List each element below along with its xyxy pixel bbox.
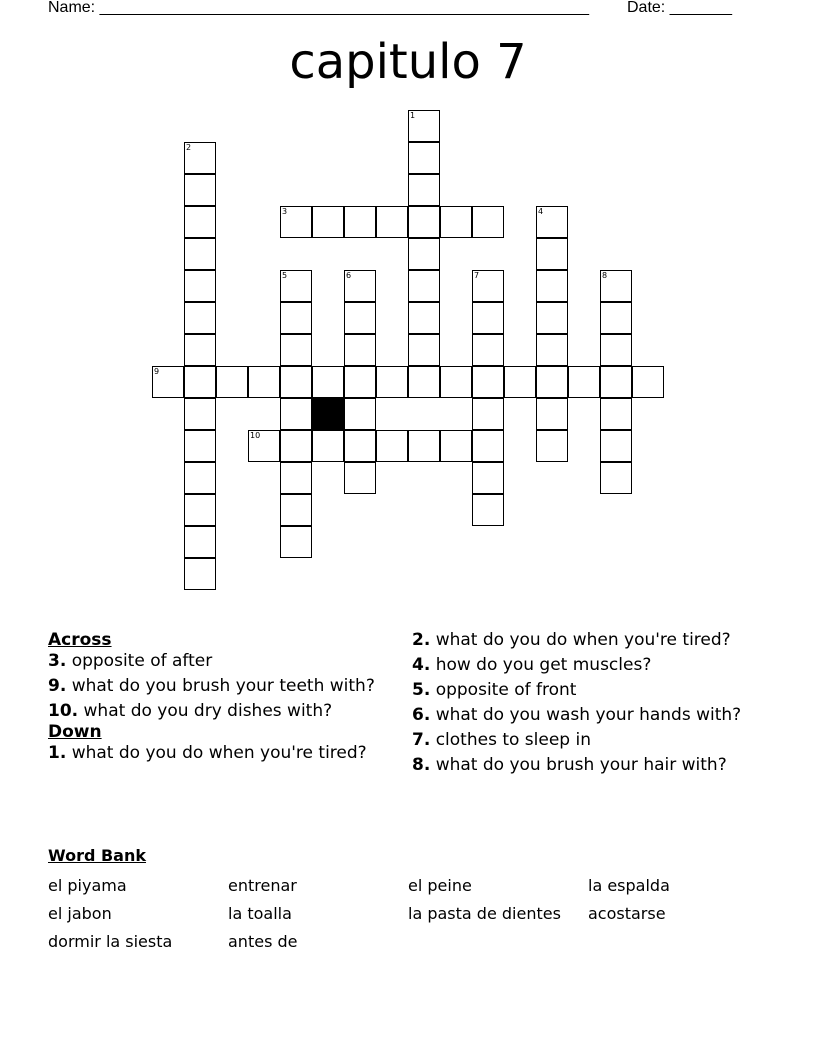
grid-cell[interactable] <box>312 206 344 238</box>
clue-text: what do you wash your hands with? <box>435 705 742 725</box>
grid-cell[interactable] <box>600 398 632 430</box>
down-heading: Down <box>48 722 102 742</box>
clue-text: what do you brush your teeth with? <box>71 676 375 696</box>
grid-cell[interactable] <box>536 366 568 398</box>
word-bank-item: antes de <box>228 932 298 951</box>
grid-cell[interactable] <box>344 270 376 302</box>
grid-cell[interactable] <box>472 366 504 398</box>
grid-cell[interactable] <box>600 270 632 302</box>
grid-cell[interactable] <box>408 302 440 334</box>
grid-cell[interactable] <box>184 238 216 270</box>
cell-number: 8 <box>602 271 608 280</box>
grid-cell[interactable] <box>344 430 376 462</box>
clues-right <box>412 631 762 781</box>
grid-cell[interactable] <box>408 174 440 206</box>
grid-cell[interactable] <box>312 366 344 398</box>
clue-number: 10. <box>48 701 79 721</box>
clue-text: what do you brush your hair with? <box>435 755 727 775</box>
page-title: capitulo 7 <box>289 34 527 90</box>
grid-cell[interactable] <box>152 366 184 398</box>
grid-cell[interactable] <box>472 206 504 238</box>
word-bank-item: la pasta de dientes <box>408 904 561 923</box>
grid-cell[interactable] <box>504 366 536 398</box>
grid-cell[interactable] <box>312 430 344 462</box>
grid-cell[interactable] <box>280 398 312 430</box>
grid-cell[interactable] <box>440 206 472 238</box>
cell-number: 1 <box>410 111 416 120</box>
grid-cell[interactable] <box>440 366 472 398</box>
grid-cell[interactable] <box>536 398 568 430</box>
word-bank-item: acostarse <box>588 904 666 923</box>
grid-cell[interactable] <box>280 430 312 462</box>
grid-cell[interactable] <box>280 494 312 526</box>
word-bank-item: la espalda <box>588 876 670 895</box>
grid-cell[interactable] <box>408 334 440 366</box>
grid-cell[interactable] <box>472 302 504 334</box>
clue-number: 9. <box>48 676 67 696</box>
word-bank-item: dormir la siesta <box>48 932 173 951</box>
clue-down-6 <box>412 706 762 725</box>
clue-down-4 <box>412 656 762 675</box>
word-bank-item: entrenar <box>228 876 297 895</box>
grid-cell[interactable] <box>184 366 216 398</box>
clue-number: 4. <box>412 655 431 675</box>
grid-cell[interactable] <box>344 398 376 430</box>
grid-cell[interactable] <box>408 142 440 174</box>
clue-across-3 <box>48 652 398 671</box>
grid-cell[interactable] <box>536 270 568 302</box>
grid-cell[interactable] <box>280 206 312 238</box>
grid-cell[interactable] <box>408 270 440 302</box>
cell-number: 9 <box>154 367 160 376</box>
grid-cell[interactable] <box>344 302 376 334</box>
date-field[interactable]: Date: _______ <box>627 0 732 16</box>
grid-cell[interactable] <box>248 430 280 462</box>
clue-down-2 <box>412 631 762 650</box>
clue-down-1 <box>48 744 398 763</box>
grid-cell[interactable] <box>408 206 440 238</box>
clue-text: what do you do when you're tired? <box>71 743 367 763</box>
clue-across-9 <box>48 677 398 696</box>
clue-text: what do you dry dishes with? <box>83 701 333 721</box>
grid-cell[interactable] <box>344 366 376 398</box>
grid-cell[interactable] <box>600 302 632 334</box>
grid-cell[interactable] <box>440 430 472 462</box>
cell-number: 5 <box>282 271 288 280</box>
grid-cell[interactable] <box>280 270 312 302</box>
grid-cell[interactable] <box>184 142 216 174</box>
grid-cell[interactable] <box>472 430 504 462</box>
grid-cell[interactable] <box>408 430 440 462</box>
grid-cell[interactable] <box>376 366 408 398</box>
grid-cell[interactable] <box>184 398 216 430</box>
grid-cell[interactable] <box>600 430 632 462</box>
grid-cell[interactable] <box>536 302 568 334</box>
cell-number: 10 <box>250 431 261 440</box>
clue-number: 7. <box>412 730 431 750</box>
grid-cell[interactable] <box>184 206 216 238</box>
grid-cell[interactable] <box>408 110 440 142</box>
clues-left <box>48 631 398 769</box>
grid-cell[interactable] <box>472 334 504 366</box>
grid-cell[interactable] <box>536 334 568 366</box>
grid-cell[interactable] <box>568 366 600 398</box>
across-heading: Across <box>48 630 112 650</box>
grid-cell[interactable] <box>280 462 312 494</box>
word-bank-item: el piyama <box>48 876 127 895</box>
grid-cell[interactable] <box>184 430 216 462</box>
grid-cell[interactable] <box>184 270 216 302</box>
grid-cell[interactable] <box>472 494 504 526</box>
clue-text: what do you do when you're tired? <box>435 630 731 650</box>
word-bank-title: Word Bank <box>48 846 147 865</box>
grid-cell[interactable] <box>216 366 248 398</box>
grid-cell[interactable] <box>280 526 312 558</box>
grid-cell[interactable] <box>344 334 376 366</box>
grid-cell[interactable] <box>248 366 280 398</box>
grid-cell[interactable] <box>184 174 216 206</box>
grid-cell[interactable] <box>632 366 664 398</box>
grid-cell[interactable] <box>344 206 376 238</box>
grid-cell[interactable] <box>376 206 408 238</box>
grid-cell[interactable] <box>376 430 408 462</box>
grid-cell[interactable] <box>408 366 440 398</box>
clue-number: 2. <box>412 630 431 650</box>
word-bank-item: el peine <box>408 876 472 895</box>
grid-cell[interactable] <box>472 270 504 302</box>
grid-cell[interactable] <box>184 526 216 558</box>
grid-cell[interactable] <box>184 558 216 590</box>
clue-number: 1. <box>48 743 67 763</box>
clue-number: 5. <box>412 680 431 700</box>
grid-cell[interactable] <box>536 430 568 462</box>
cell-number: 4 <box>538 207 544 216</box>
word-bank-item: la toalla <box>228 904 292 923</box>
grid-cell[interactable] <box>184 334 216 366</box>
grid-cell[interactable] <box>280 302 312 334</box>
name-field[interactable]: Name: _______________________________________________________ <box>48 0 589 16</box>
cell-number: 2 <box>186 143 192 152</box>
grid-cell[interactable] <box>408 238 440 270</box>
grid-cell[interactable] <box>600 366 632 398</box>
clue-number: 6. <box>412 705 431 725</box>
word-bank-item: el jabon <box>48 904 112 923</box>
clue-number: 3. <box>48 651 67 671</box>
clue-text: how do you get muscles? <box>435 655 652 675</box>
grid-cell[interactable] <box>184 494 216 526</box>
grid-cell[interactable] <box>536 206 568 238</box>
grid-cell[interactable] <box>280 366 312 398</box>
grid-cell[interactable] <box>472 398 504 430</box>
clue-text: opposite of front <box>435 680 577 700</box>
grid-cell[interactable] <box>600 334 632 366</box>
clue-text: opposite of after <box>71 651 213 671</box>
grid-cell[interactable] <box>344 462 376 494</box>
clue-down-5 <box>412 681 762 700</box>
clue-text: clothes to sleep in <box>435 730 591 750</box>
grid-cell[interactable] <box>472 462 504 494</box>
grid-cell[interactable] <box>184 462 216 494</box>
grid-cell[interactable] <box>536 238 568 270</box>
grid-cell[interactable] <box>280 334 312 366</box>
grid-cell[interactable] <box>184 302 216 334</box>
black-cell <box>312 398 344 430</box>
clue-number: 8. <box>412 755 431 775</box>
clue-down-8 <box>412 756 762 775</box>
cell-number: 7 <box>474 271 480 280</box>
grid-cell[interactable] <box>600 462 632 494</box>
cell-number: 6 <box>346 271 352 280</box>
cell-number: 3 <box>282 207 288 216</box>
clue-down-7 <box>412 731 762 750</box>
clue-across-10 <box>48 702 398 721</box>
